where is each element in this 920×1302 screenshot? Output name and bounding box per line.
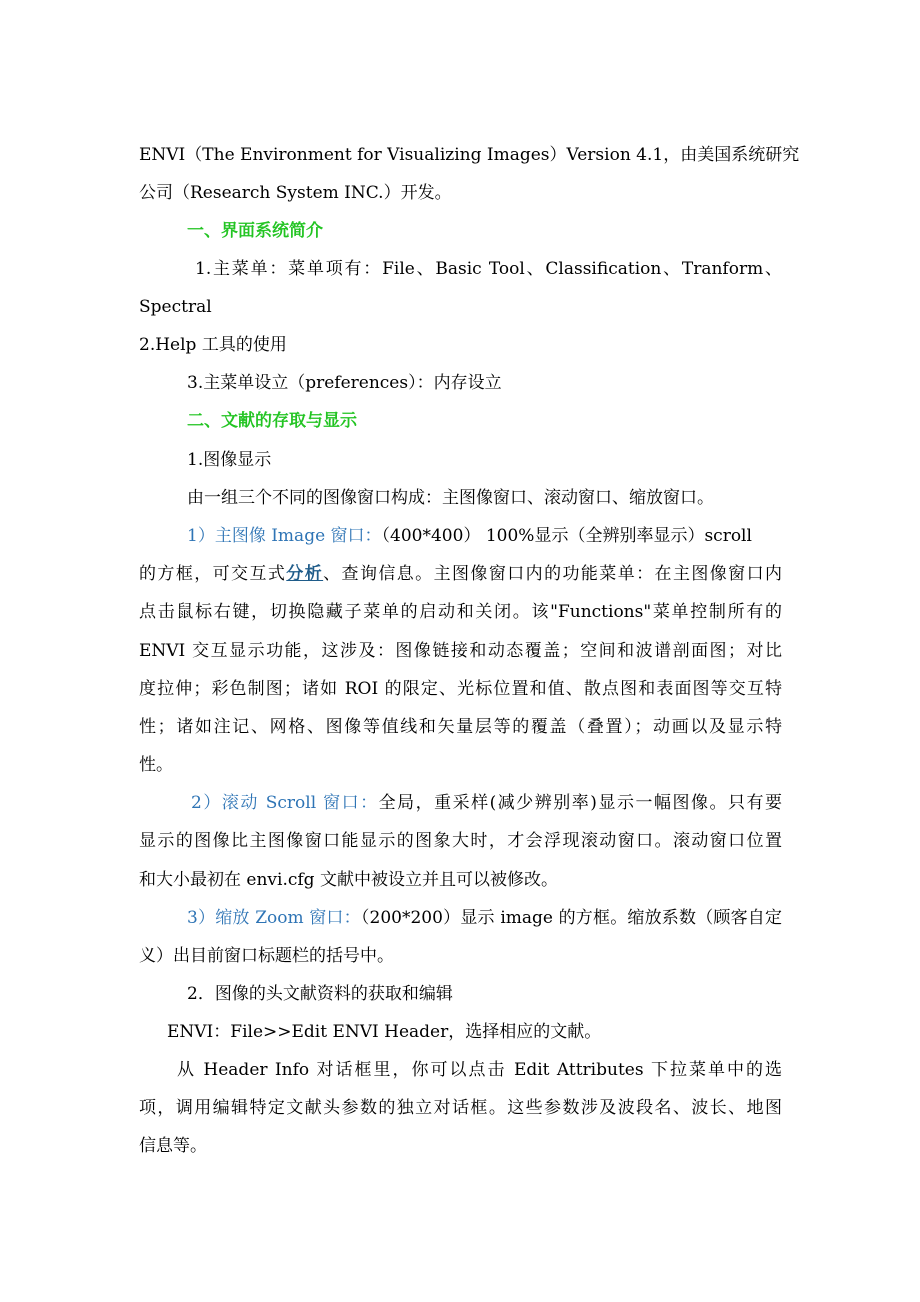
subsection-2-desc-line-2: 项，调用编辑特定文献头参数的独立对话框。这些参数涉及波段名、波长、地图 [139, 1098, 782, 1118]
image-window-line-4: ENVI 交互显示功能，这涉及：图像链接和动态覆盖；空间和波谱剖面图；对比 [139, 641, 782, 661]
image-window-label: 1）主图像 Image 窗口： [187, 526, 382, 546]
zoom-window-spec: （200*200）显示 image 的方框。缩放系数（顾客自定 [360, 908, 782, 928]
subsection-2-desc-line-3: 信息等。 [139, 1136, 207, 1156]
scroll-window-line-3: 和大小最初在 envi.cfg 文献中被设立并且可以被修改。 [139, 870, 558, 890]
intro-line-2: 公司（Research System INC.）开发。 [139, 183, 452, 203]
intro-line-1: ENVI（The Environment for Visualizing Images）Version 4.1，由美国系统研究 [139, 145, 800, 165]
zoom-window-label: 3）缩放 Zoom 窗口： [187, 908, 361, 928]
zoom-window-line-2: 义）出目前窗口标题栏的括号中。 [139, 946, 394, 966]
scroll-window-desc: 全局，重采样(减少辨别率)显示一幅图像。只有要 [378, 793, 783, 813]
image-window-line-2-pre: 的方框，可交互式 [139, 564, 287, 584]
section-1-item-2: 2.Help 工具的使用 [139, 335, 287, 355]
section-1-item-1-line-1: 1.主菜单：菜单项有：File、Basic Tool、Classification、Tranform、 [195, 259, 782, 279]
image-window-line-7: 性。 [139, 755, 173, 775]
subsection-1-title: 1.图像显示 [187, 450, 272, 470]
image-window-line-5: 度拉伸；彩色制图；诸如 ROI 的限定、光标位置和值、散点图和表面图等交互特 [139, 679, 782, 699]
section-1-heading: 一、界面系统简介 [187, 221, 323, 241]
section-2-heading: 二、文献的存取与显示 [187, 411, 357, 431]
scroll-window-line-1 [191, 792, 782, 814]
section-1-item-3: 3.主菜单设立（preferences）：内存设立 [187, 373, 502, 393]
image-window-line-2 [139, 563, 782, 585]
subsection-2-desc-line-1: 从 Header Info 对话框里，你可以点击 Edit Attributes 下拉菜单中的选 [177, 1060, 782, 1080]
scroll-window-label: 2）滚动 Scroll 窗口： [191, 793, 379, 813]
subsection-1-description: 由一组三个不同的图像窗口构成：主图像窗口、滚动窗口、缩放窗口。 [187, 488, 714, 508]
image-window-line-1 [187, 525, 752, 547]
section-1-item-1-line-2: Spectral [139, 297, 212, 317]
subsection-2-title: 2．图像的头文献资料的获取和编辑 [187, 984, 453, 1004]
image-window-line-3: 点击鼠标右键，切换隐藏子菜单的启动和关闭。该"Functions"菜单控制所有的 [139, 602, 782, 622]
image-window-line-2-post: 、查询信息。主图像窗口内的功能菜单：在主图像窗口内 [323, 564, 783, 584]
image-window-spec: （400*400） 100%显示（全辨别率显示）scroll [381, 526, 752, 546]
image-window-line-6: 性；诸如注记、网格、图像等值线和矢量层等的覆盖（叠置）；动画以及显示特 [139, 717, 782, 737]
analysis-link[interactable]: 分析 [286, 564, 324, 584]
subsection-2-menu-path: ENVI：File>>Edit ENVI Header，选择相应的文献。 [167, 1022, 602, 1042]
zoom-window-line-1 [187, 907, 782, 929]
scroll-window-line-2: 显示的图像比主图像窗口能显示的图象大时，才会浮现滚动窗口。滚动窗口位置 [139, 831, 782, 851]
